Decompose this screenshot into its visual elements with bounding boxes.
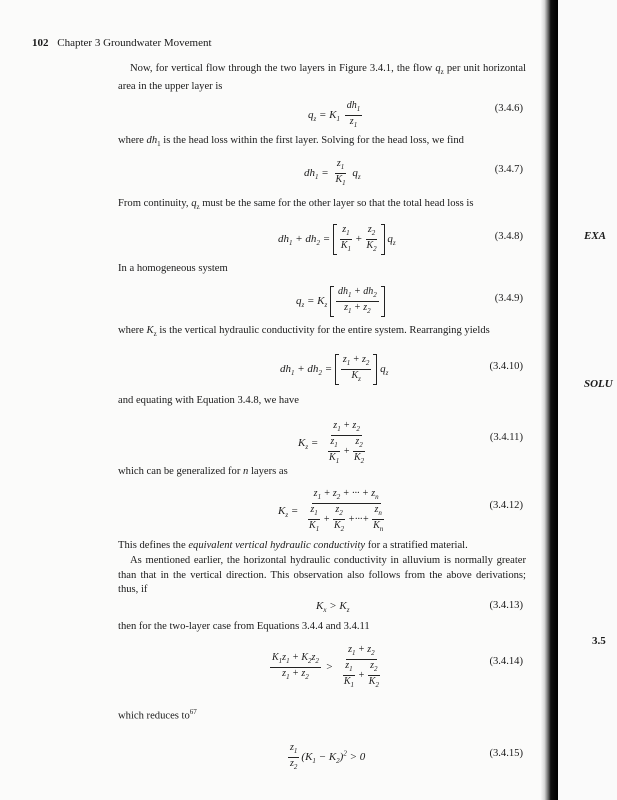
page-number: 102 — [32, 37, 49, 49]
equation-3-4-8: $dh_1 + dh_2$ = $\frac{z_1}{K_1}$ + $\frac{z_2}{K_2}$ $q_z$ (3.4.8) — [278, 224, 523, 253]
text-span: for a stratified material. — [365, 540, 468, 551]
paragraph-5: where $K_z$ is the vertical hydraulic conductivity for the entire system. Rearranging yields — [118, 325, 490, 339]
text-span: This defines the — [118, 540, 189, 551]
paragraph-11 — [118, 705, 526, 724]
paragraph-9: As mentioned earlier, the horizontal hydraulic conductivity in alluvium is normally greater than that in the vertical direction. This observation also follows from the above derivations; thus, if — [118, 555, 526, 595]
eq-number: (3.4.10) — [489, 361, 523, 372]
eq-number: (3.4.12) — [489, 500, 523, 511]
paragraph-1: Now, for vertical flow through the two layers in Figure 3.4.1, the flow $q_z$ per unit horizontal area in the upper layer is — [118, 63, 526, 92]
facing-page-label-solution: SOLU — [584, 378, 613, 390]
eq-number: (3.4.11) — [489, 432, 523, 443]
eq-number: (3.4.14) — [489, 656, 523, 667]
equation-3-4-10: $dh_1 + dh_2$ = $\frac{z_1 + z_2}{K_z}$ $q_z$ (3.4.10) — [280, 354, 523, 383]
chapter-title: Groundwater Movement — [103, 37, 212, 49]
facing-page-label-example: EXA — [584, 230, 607, 242]
footnote-ref[interactable]: 67 — [189, 708, 197, 716]
paragraph-7: which can be generalized for n layers as — [118, 466, 288, 477]
equation-3-4-11: $K_z$ = $z_1 + z_2$ $\frac{z_1}{K_1}$ + $\frac{z_2}{K_2}$ (3.4.11) — [298, 420, 523, 465]
equation-3-4-7: $dh_1$ = $\frac{z_1}{K_1}$ $q_z$ (3.4.7) — [304, 158, 523, 187]
equation-3-4-6: $q_z = K_1$ $\frac{dh_1}{z_1}$ (3.4.6) — [308, 100, 523, 129]
paragraph-4: In a homogeneous system — [118, 263, 228, 274]
facing-page-section-number: 3.5 — [592, 635, 606, 647]
paragraph-2: where $dh_1$ is the head loss within the first layer. Solving for the head loss, we find — [118, 135, 464, 149]
facing-page-margin — [558, 0, 617, 800]
eq-number: (3.4.15) — [489, 748, 523, 759]
eq-number: (3.4.6) — [494, 103, 523, 114]
chapter-label: Chapter 3 — [57, 37, 101, 49]
running-header — [32, 37, 212, 49]
equation-3-4-15: $\frac{z_1}{z_2}$ $(K_1 - K_2)^2 > 0$ (3.4.15) — [290, 742, 523, 771]
eq-number: (3.4.7) — [494, 164, 523, 175]
paragraph-6: and equating with Equation 3.4.8, we have — [118, 395, 299, 406]
text-span: which reduces to — [118, 710, 190, 722]
paragraph-8 — [118, 539, 526, 554]
eq-number: (3.4.8) — [494, 231, 523, 242]
eq-number: (3.4.9) — [494, 293, 523, 304]
equation-3-4-14: $\frac{K_1z_1 + K_2z_2}{z_1 + z_2}$ > $z_1 + z_2$ $\frac{z_1}{K_1}$ + $\frac{z_2}{K_2}$ (3.4.14) — [272, 644, 523, 689]
book-spine-shadow — [540, 0, 558, 800]
paragraph-10: then for the two-layer case from Equations 3.4.4 and 3.4.11 — [118, 621, 370, 632]
eq-number: (3.4.13) — [489, 600, 523, 611]
equation-3-4-9: $q_z = K_z$ $\frac{dh_1 + dh_2}{z_1 + z_2}$ (3.4.9) — [296, 286, 523, 315]
paragraph-3: From continuity, $q_z$ must be the same for the other layer so that the total head loss is — [118, 198, 474, 212]
italic-term: equivalent vertical hydraulic conductivity — [188, 540, 366, 551]
equation-3-4-12: $K_z$ = $z_1 + z_2$ + ··· + $z_n$ $\frac{z_1}{K_1}$ + $\frac{z_2}{K_2}$ +···+ $\frac{z_n}{K_n}$ (3.4.12) — [278, 488, 523, 533]
equation-3-4-13: $K_x > K_z$ (3.4.13) — [316, 600, 523, 615]
